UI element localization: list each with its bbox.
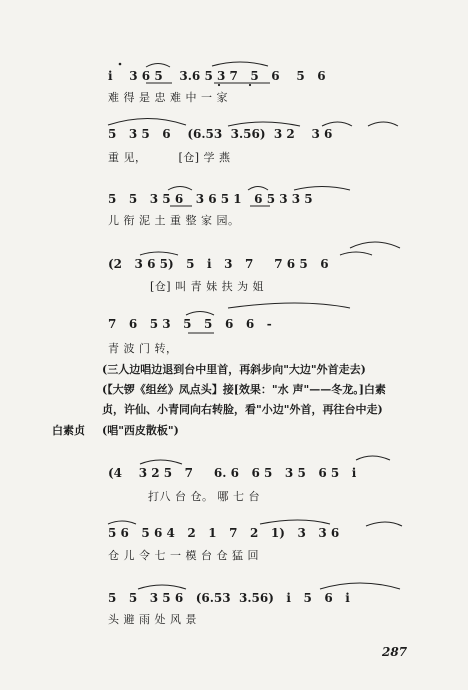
notation-row-4: (2 3 6 5) 5 i 3 7 7 6 5 6 xyxy=(108,257,329,271)
notation-row-8: 5 5 3 5 6 (6.53 3.56) i 5 6 i xyxy=(108,591,350,605)
lyrics-row-6: 打八 台 仓。 哪 七 台 xyxy=(148,490,260,503)
lyrics-row-5: 青 波 门 转， xyxy=(108,342,178,355)
stage-direction-2: (【大锣《组丝》凤点头】接[效果："水 声"——冬龙。]白素 xyxy=(102,383,386,396)
stage-direction-1: (三人边唱边退到台中里首，再斜步向"大边"外首走去) xyxy=(102,363,366,376)
lyrics-row-8: 头 避 雨 处 风 景 xyxy=(108,613,197,626)
notation-row-6: (4 3 2 5 7 6. 6 6 5 3 5 6 5 i xyxy=(108,466,357,480)
notation-row-3: 5 5 3 5 6 3 6 5 1 6 5 3 3 5 xyxy=(108,192,313,206)
lyrics-row-4: [仓] 叫 青 妹 扶 为 姐 xyxy=(150,280,265,293)
lyrics-row-2: 重 见， [仓] 学 燕 xyxy=(108,151,231,164)
speaker-label: 白素贞 xyxy=(52,424,85,437)
page-number: 287 xyxy=(382,645,408,659)
lyrics-row-3: 儿 衔 泥 土 重 整 家 园。 xyxy=(108,214,240,227)
notation-row-1: i 3 6 5 3.6 5 3 7 5 6 5 6 xyxy=(108,69,326,83)
notation-row-2: 5 3 5 6 (6.53 3.56) 3 2 3 6 xyxy=(108,127,333,141)
notation-row-5: 7 6 5 3 5 5 6 6 - xyxy=(108,317,272,331)
singing-direction: (唱"西皮散板") xyxy=(102,424,179,437)
stage-direction-3: 贞，许仙、小青同向右转脸，看"小边"外首，再往台中走) xyxy=(102,403,383,416)
lyrics-row-1: 难 得 是 忠 难 中 一 家 xyxy=(108,91,228,104)
notation-row-7: 5 6 5 6 4 2 1 7 2 1) 3 3 6 xyxy=(108,526,340,540)
lyrics-row-7: 仓 儿 令 七 一 模 台 仓 猛 回 xyxy=(108,549,259,562)
